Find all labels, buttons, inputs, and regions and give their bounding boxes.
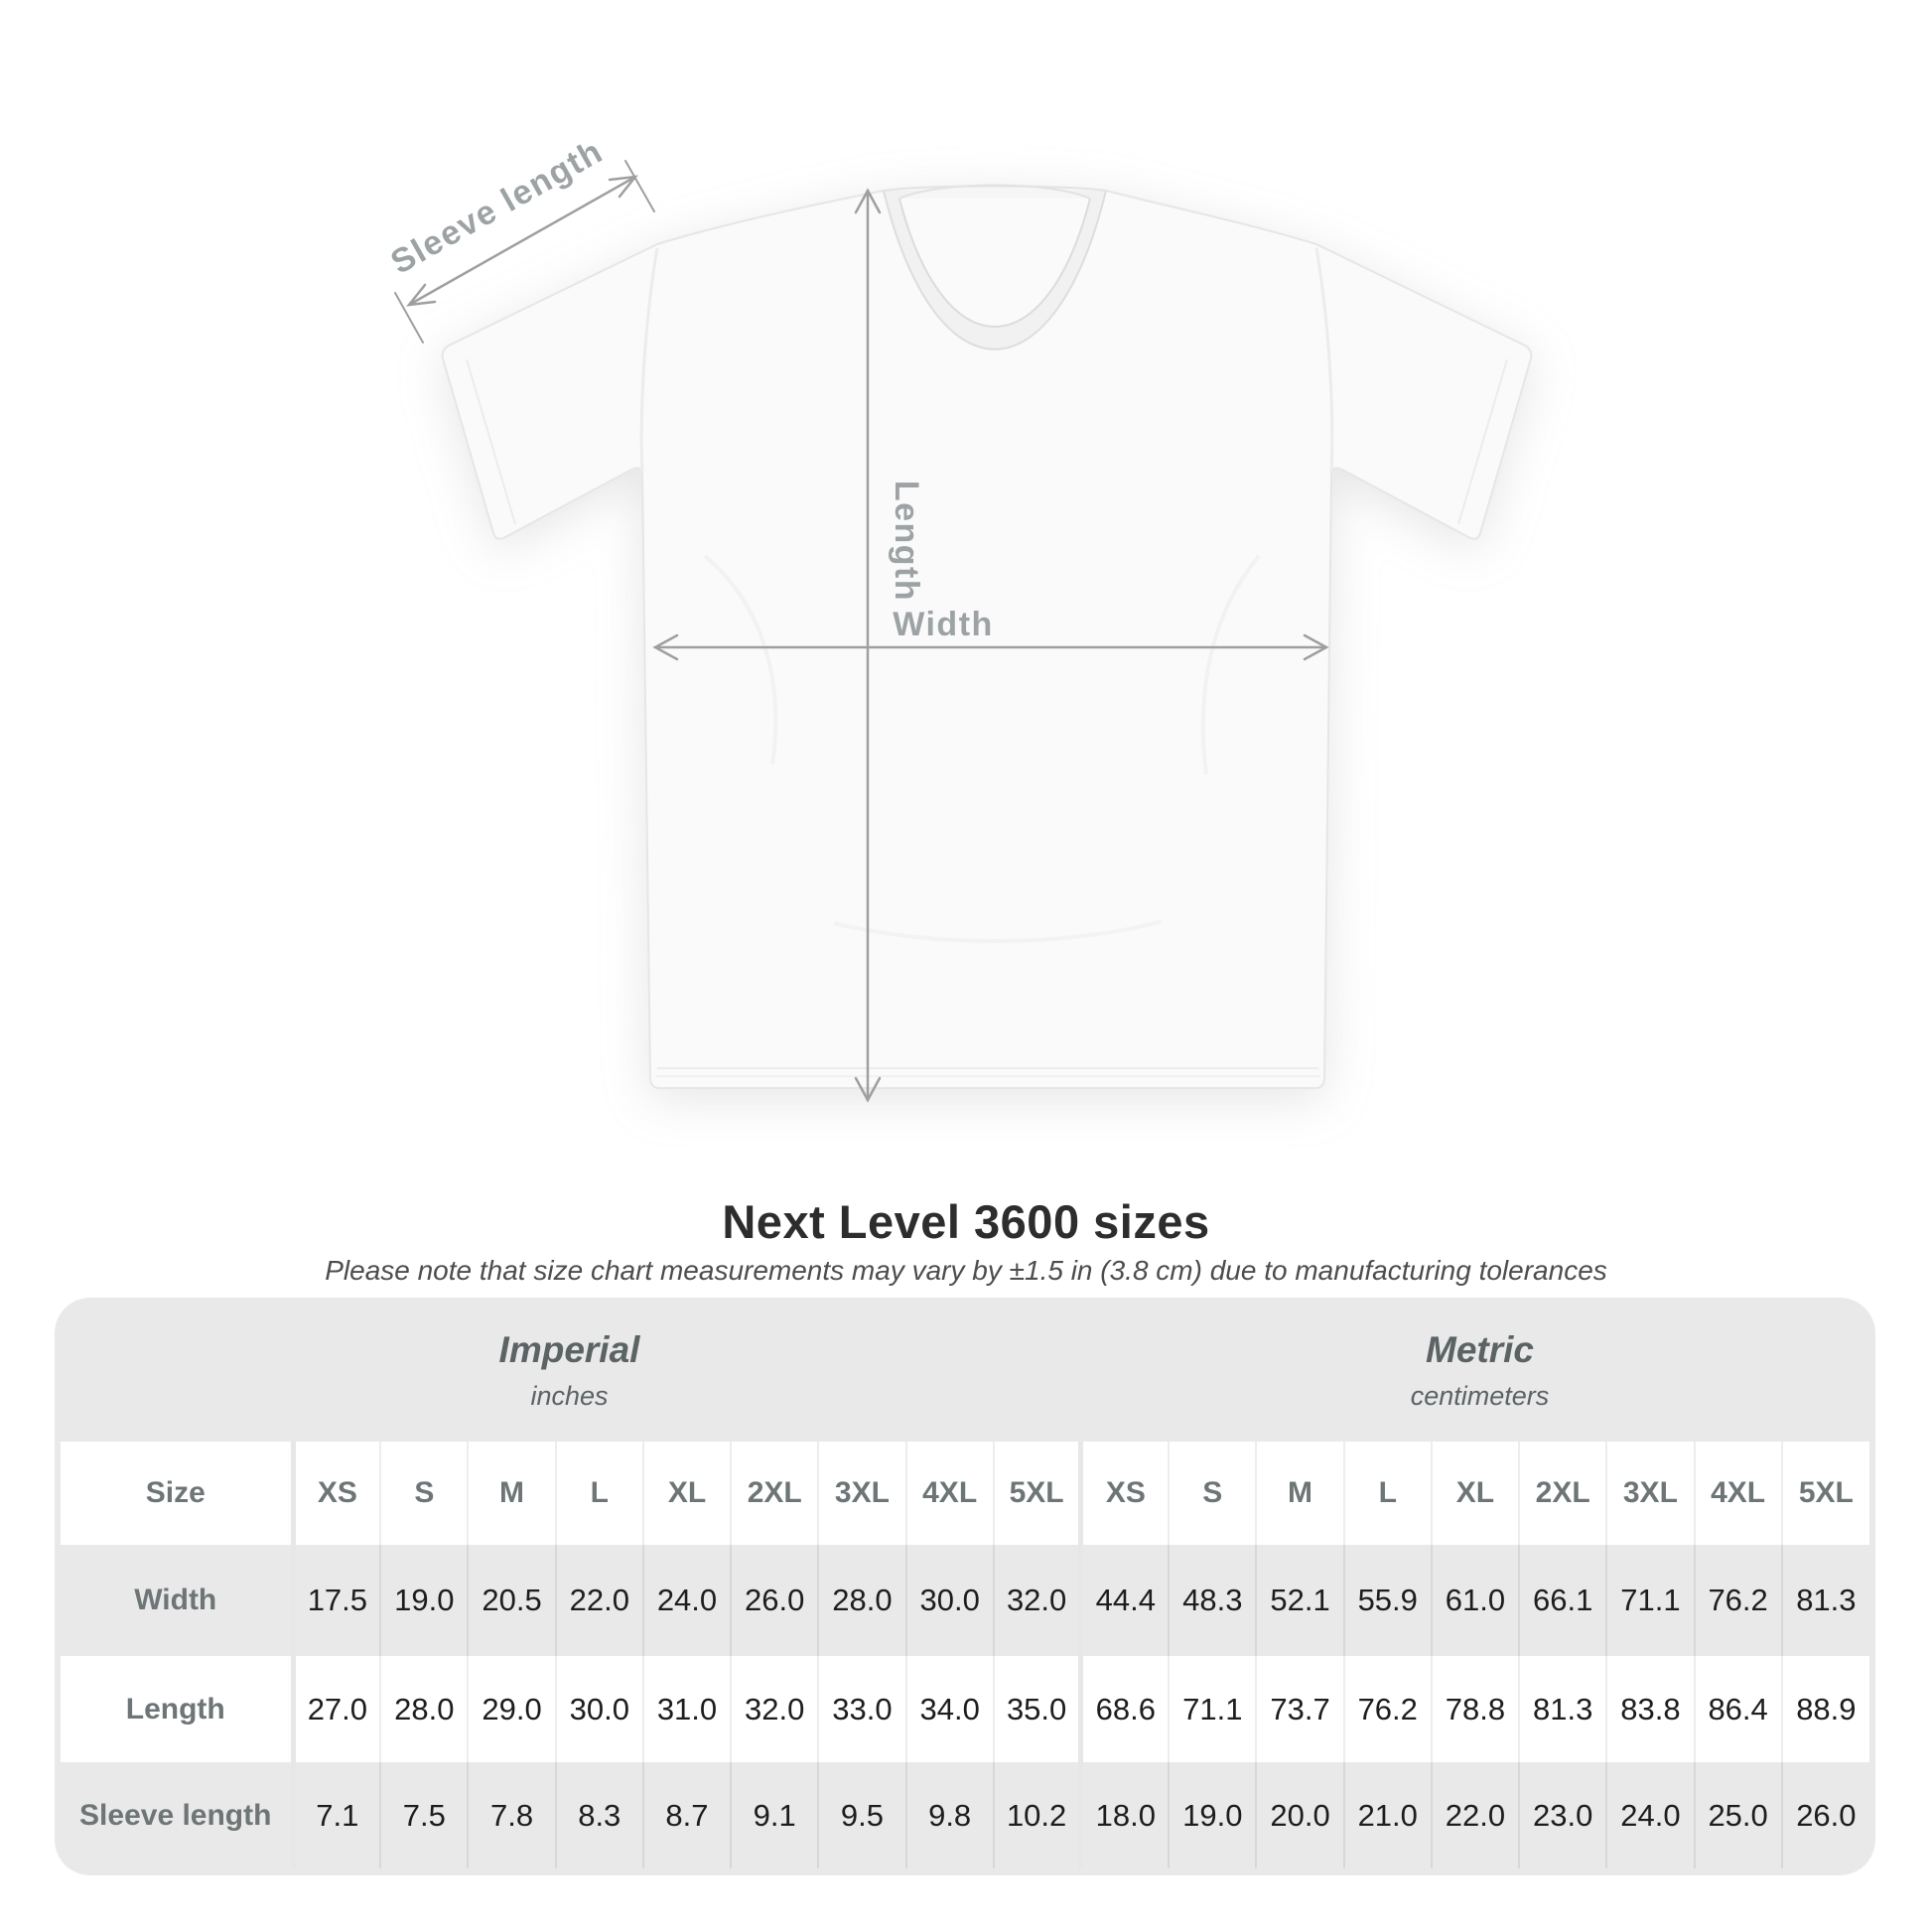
measurement-value-cell: 23.0 <box>1519 1762 1606 1868</box>
measurement-value-cell: 9.5 <box>818 1762 905 1868</box>
size-column-header-imperial-3xl: 3XL <box>818 1442 905 1545</box>
measurement-value-cell: 88.9 <box>1782 1656 1869 1762</box>
measurement-value-cell: 10.2 <box>994 1762 1081 1868</box>
measurement-value-cell: 71.1 <box>1606 1545 1694 1656</box>
measurement-value-cell: 76.2 <box>1344 1656 1432 1762</box>
measurement-row <box>61 1762 1869 1868</box>
measurement-value-cell: 71.1 <box>1169 1656 1256 1762</box>
measurement-row-label: Length <box>125 1692 225 1725</box>
measurement-value-cell: 68.6 <box>1081 1656 1169 1762</box>
size-column-header-imperial-l: L <box>556 1442 643 1545</box>
measurement-value-cell: 31.0 <box>643 1656 731 1762</box>
width-label: Width <box>893 606 994 643</box>
size-column-header-metric-2xl: 2XL <box>1519 1442 1606 1545</box>
measurement-value-cell: 9.8 <box>906 1762 994 1868</box>
measurement-value-cell: 44.4 <box>1081 1545 1169 1656</box>
measurement-row-label: Sleeve length <box>79 1798 272 1832</box>
measurement-value-cell: 81.3 <box>1782 1545 1869 1656</box>
size-column-header-metric-l: L <box>1344 1442 1432 1545</box>
measurement-value-cell: 22.0 <box>556 1545 643 1656</box>
measurement-value-cell: 83.8 <box>1606 1656 1694 1762</box>
measurement-value-cell: 30.0 <box>556 1656 643 1762</box>
measurement-value-cell: 7.1 <box>293 1762 380 1868</box>
unit-system-headers <box>55 1298 1875 1442</box>
size-column-header-imperial-xs: XS <box>293 1442 380 1545</box>
size-column-header-imperial-5xl: 5XL <box>994 1442 1081 1545</box>
measurement-value-cell: 78.8 <box>1432 1656 1519 1762</box>
measurement-value-cell: 33.0 <box>818 1656 905 1762</box>
measurement-value-cell: 86.4 <box>1695 1656 1782 1762</box>
measurement-value-cell: 19.0 <box>380 1545 468 1656</box>
size-column-header-metric-xl: XL <box>1432 1442 1519 1545</box>
measurement-value-cell: 21.0 <box>1344 1762 1432 1868</box>
measurement-value-cell: 81.3 <box>1519 1656 1606 1762</box>
size-column-header: Size <box>145 1476 206 1509</box>
sleeve-length-label: Sleeve length <box>384 132 610 282</box>
size-chart-card <box>55 1298 1875 1875</box>
measurement-value-cell: 20.0 <box>1256 1762 1343 1868</box>
size-column-header-metric-xs: XS <box>1081 1442 1169 1545</box>
size-column-header-metric-3xl: 3XL <box>1606 1442 1694 1545</box>
measurement-value-cell: 19.0 <box>1169 1762 1256 1868</box>
measurement-row <box>61 1545 1869 1656</box>
measurement-value-cell: 9.1 <box>731 1762 818 1868</box>
measurement-value-cell: 28.0 <box>380 1656 468 1762</box>
size-column-header-metric-4xl: 4XL <box>1695 1442 1782 1545</box>
measurement-value-cell: 22.0 <box>1432 1762 1519 1868</box>
measurement-value-cell: 55.9 <box>1344 1545 1432 1656</box>
measurement-value-cell: 8.7 <box>643 1762 731 1868</box>
measurement-value-cell: 26.0 <box>1782 1762 1869 1868</box>
metric-unit: centimeters <box>1410 1381 1550 1411</box>
imperial-title: Imperial <box>498 1329 640 1370</box>
imperial-unit: inches <box>530 1381 609 1411</box>
measurement-value-cell: 26.0 <box>731 1545 818 1656</box>
size-column-header-metric-m: M <box>1256 1442 1343 1545</box>
measurement-value-cell: 28.0 <box>818 1545 905 1656</box>
measurement-value-cell: 32.0 <box>994 1545 1081 1656</box>
size-column-header-imperial-2xl: 2XL <box>731 1442 818 1545</box>
measurement-row-label: Width <box>134 1584 217 1616</box>
measurement-value-cell: 34.0 <box>906 1656 994 1762</box>
measurement-value-cell: 52.1 <box>1256 1545 1343 1656</box>
metric-header <box>1084 1329 1875 1442</box>
size-column-header-imperial-m: M <box>468 1442 555 1545</box>
measurement-value-cell: 25.0 <box>1695 1762 1782 1868</box>
measurement-value-cell: 76.2 <box>1695 1545 1782 1656</box>
measurement-value-cell: 18.0 <box>1081 1762 1169 1868</box>
measurement-row <box>61 1656 1869 1762</box>
tolerance-note: Please note that size chart measurements may vary by ±1.5 in (3.8 cm) due to manufacturing tolerances <box>325 1255 1607 1286</box>
page-title: Next Level 3600 sizes <box>722 1195 1210 1248</box>
measurement-value-cell: 30.0 <box>906 1545 994 1656</box>
measurement-value-cell: 7.8 <box>468 1762 555 1868</box>
measurement-value-cell: 24.0 <box>1606 1762 1694 1868</box>
size-table <box>61 1442 1869 1868</box>
measurement-value-cell: 48.3 <box>1169 1545 1256 1656</box>
measurement-value-cell: 17.5 <box>293 1545 380 1656</box>
measurement-value-cell: 24.0 <box>643 1545 731 1656</box>
size-column-header-metric-s: S <box>1169 1442 1256 1545</box>
measurement-value-cell: 32.0 <box>731 1656 818 1762</box>
measurement-value-cell: 29.0 <box>468 1656 555 1762</box>
measurement-value-cell: 20.5 <box>468 1545 555 1656</box>
size-column-header-imperial-xl: XL <box>643 1442 731 1545</box>
measurement-value-cell: 35.0 <box>994 1656 1081 1762</box>
length-label: Length <box>888 480 925 603</box>
size-column-header-imperial-s: S <box>380 1442 468 1545</box>
size-column-header-metric-5xl: 5XL <box>1782 1442 1869 1545</box>
measurement-value-cell: 73.7 <box>1256 1656 1343 1762</box>
measurement-value-cell: 61.0 <box>1432 1545 1519 1656</box>
sizes-header-row <box>61 1442 1869 1545</box>
measurement-value-cell: 7.5 <box>380 1762 468 1868</box>
measurement-value-cell: 8.3 <box>556 1762 643 1868</box>
size-column-header-imperial-4xl: 4XL <box>906 1442 994 1545</box>
measurement-value-cell: 66.1 <box>1519 1545 1606 1656</box>
metric-title: Metric <box>1426 1329 1534 1370</box>
imperial-header <box>55 1329 1084 1442</box>
measurement-value-cell: 27.0 <box>293 1656 380 1762</box>
